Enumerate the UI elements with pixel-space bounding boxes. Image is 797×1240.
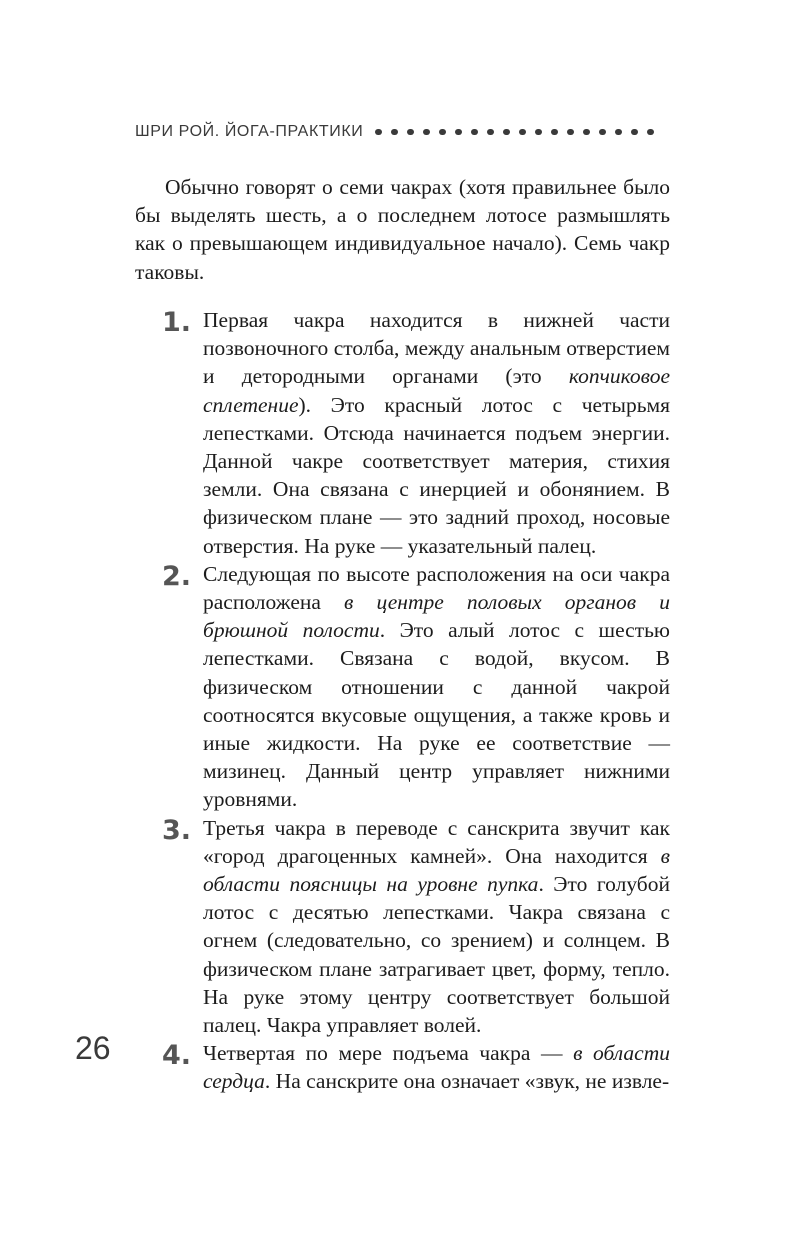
header-dot <box>455 129 462 136</box>
list-item-number: 4. <box>162 1040 192 1072</box>
header-dot <box>551 129 558 136</box>
list-item <box>160 560 670 814</box>
list-item <box>160 306 670 560</box>
header-dot <box>391 129 398 136</box>
list-item-emphasis: копчиковое сплетение <box>203 364 670 417</box>
list-item-text: Четвертая по мере подъема чакра — <box>203 1041 574 1066</box>
list-item-emphasis: в области поясницы на уровне пупка <box>203 843 670 897</box>
header-dot <box>599 129 606 136</box>
header-dot-leader <box>375 129 654 136</box>
chakra-list <box>160 306 670 1096</box>
header-dot <box>503 129 510 136</box>
header-dot <box>519 129 526 136</box>
header-dot <box>647 129 654 136</box>
header-dot <box>423 129 430 136</box>
header-dot <box>375 129 382 136</box>
list-item-text: ). Это красный лотос с четырьмя лепестками. Отсюда начинается подъем энергии. Данной чакре соответствует материя, стихия земли. Она связана с инерцией и обонянием. В физическом плане — это задний проход, носовые отверстия. На руке — указательный палец. <box>203 392 670 558</box>
list-item-text: Следующая по высоте расположения на оси чакра расположена <box>203 561 670 615</box>
intro-paragraph: Обычно говорят о семи чакрах (хотя правильнее было бы выделять шесть, а о последнем лотосе размышлять как о превышающем индивидуальное начало). Семь чакр таковы. <box>135 175 670 284</box>
list-item-emphasis: в центре половых органов и брюшной полости <box>203 590 670 643</box>
page-number: 26 <box>75 1030 111 1066</box>
list-item <box>160 1039 670 1095</box>
header-dot <box>615 129 622 136</box>
header-dot <box>583 129 590 136</box>
header-dot <box>471 129 478 136</box>
list-item-text: . На санскрите она означает «звук, не извле- <box>264 1069 670 1094</box>
list-item-text: . Это алый лотос с шестью лепестками. Связана с водой, вкусом. В физическом отношении с данной чакрой соотносятся вкусовые ощущения, а также кровь и иные жидкости. На руке ее соответствие — мизинец. Данный центр управляет нижними уровнями. <box>203 618 670 812</box>
list-item-number: 2. <box>162 560 192 592</box>
header-dot <box>631 129 638 136</box>
header-dot <box>439 129 446 136</box>
list-item-text: . Это голубой лотос с десятью лепестками. Чакра связана с огнем (следовательно, со зрением) и солнцем. В физическом плане затрагивает цвет, форму, тепло. На руке этому центру соответствует большой палец. Чакра управляет волей. <box>203 872 670 1038</box>
header-dot <box>567 129 574 136</box>
list-item-text: Третья чакра в переводе с санскрита звучит как «город драгоценных камней». Она находится <box>203 815 670 868</box>
list-item-text: Первая чакра находится в нижней части позвоночного столба, между анальным отверстием и детородными органами (это <box>203 308 670 389</box>
list-item-emphasis: в области сердца <box>203 1041 670 1094</box>
header-dot <box>487 129 494 136</box>
list-item-number: 3. <box>162 814 192 846</box>
header-dot <box>407 129 414 136</box>
list-item-number: 1. <box>162 307 192 338</box>
list-item <box>160 814 670 1040</box>
running-title: ШРИ РОЙ. ЙОГА-ПРАКТИКИ <box>135 123 364 140</box>
running-header <box>135 118 735 146</box>
header-dot <box>535 129 542 136</box>
